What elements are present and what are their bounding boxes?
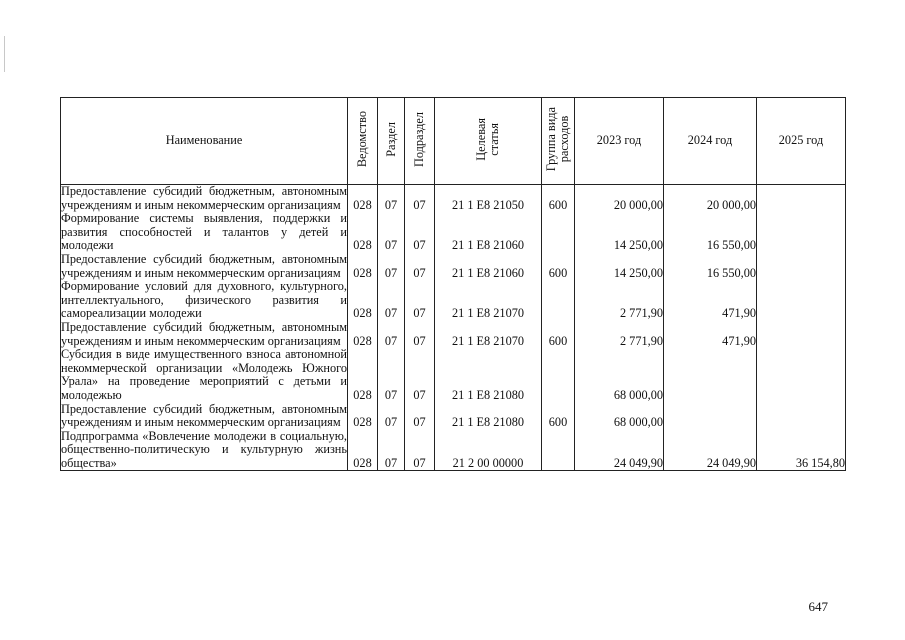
row-name: Предоставление субсидий бюджетным, автономным учреждениям и иным некоммерческим организациям: [61, 251, 347, 280]
row-target-item: 21 1 E8 21070: [435, 321, 542, 348]
row-name: Формирование условий для духовного, культурного, интеллектуального, физического развития и самореализации молодежи: [61, 279, 347, 321]
row-name: Предоставление субсидий бюджетным, автономным учреждениям и иным некоммерческим организациям: [61, 319, 347, 348]
header-target-item-text: Целевая статья: [474, 117, 501, 161]
table-row: [61, 430, 846, 471]
row-amount-2025: [757, 212, 846, 253]
row-amount-2024: 20 000,00: [664, 185, 757, 213]
row-subsection: 07: [405, 280, 435, 321]
row-expense-group: 600: [542, 321, 575, 348]
row-agency: 028: [348, 430, 378, 471]
row-amount-2023: 14 250,00: [575, 253, 664, 280]
row-expense-group: 600: [542, 253, 575, 280]
row-agency: 028: [348, 403, 378, 430]
row-subsection: 07: [405, 253, 435, 280]
table-row: [61, 403, 846, 430]
row-amount-2024: 471,90: [664, 280, 757, 321]
header-section-text: Раздел: [383, 121, 398, 157]
row-agency: 028: [348, 253, 378, 280]
row-agency: 028: [348, 280, 378, 321]
row-amount-2023: 68 000,00: [575, 403, 664, 430]
row-subsection: 07: [405, 430, 435, 471]
row-amount-2023: 14 250,00: [575, 212, 664, 253]
header-section: [378, 98, 405, 185]
table-row: [61, 253, 846, 280]
row-section: 07: [378, 253, 405, 280]
row-expense-group: [542, 430, 575, 471]
row-amount-2024: 471,90: [664, 321, 757, 348]
header-2023: 2023 год: [575, 98, 664, 185]
header-agency-text: Ведомство: [355, 111, 369, 168]
row-name: Предоставление субсидий бюджетным, автономным учреждениям и иным некоммерческим организациям: [61, 184, 347, 212]
row-amount-2025: [757, 321, 846, 348]
row-amount-2023: 2 771,90: [575, 321, 664, 348]
row-name: Предоставление субсидий бюджетным, автономным учреждениям и иным некоммерческим организациям: [61, 401, 347, 430]
row-subsection: 07: [405, 321, 435, 348]
row-expense-group: 600: [542, 185, 575, 213]
row-section: 07: [378, 212, 405, 253]
row-name: Подпрограмма «Вовлечение молодежи в социальную, общественно-политическую и культурную жизнь общества»: [61, 428, 347, 470]
header-2025: 2025 год: [757, 98, 846, 185]
row-section: 07: [378, 403, 405, 430]
row-target-item: 21 1 E8 21060: [435, 253, 542, 280]
row-amount-2024: 16 550,00: [664, 253, 757, 280]
page-number: 647: [808, 599, 828, 614]
row-section: 07: [378, 430, 405, 471]
row-amount-2023: 24 049,90: [575, 430, 664, 471]
table-row: [61, 185, 846, 213]
row-amount-2024: 16 550,00: [664, 212, 757, 253]
header-expense-group-text: Группа вида расходов: [544, 107, 571, 172]
row-amount-2025: [757, 185, 846, 213]
row-amount-2025: [757, 403, 846, 430]
row-amount-2023: 2 771,90: [575, 280, 664, 321]
row-amount-2025: [757, 348, 846, 402]
header-expense-group: [542, 98, 575, 185]
table-row: [61, 321, 846, 348]
row-name: Субсидия в виде имущественного взноса автономной некоммерческой организации «Молодежь Южного Урала» на проведение мероприятий с детьми и молодежью: [61, 347, 347, 402]
row-target-item: 21 1 E8 21080: [435, 348, 542, 402]
header-target-item: [435, 98, 542, 185]
row-amount-2025: 36 154,80: [757, 430, 846, 471]
row-amount-2023: 20 000,00: [575, 185, 664, 213]
row-target-item: 21 1 E8 21070: [435, 280, 542, 321]
header-agency: [348, 98, 378, 185]
row-amount-2024: [664, 348, 757, 402]
row-subsection: 07: [405, 185, 435, 213]
row-target-item: 21 2 00 00000: [435, 430, 542, 471]
row-subsection: 07: [405, 212, 435, 253]
row-target-item: 21 1 E8 21080: [435, 403, 542, 430]
row-section: 07: [378, 280, 405, 321]
budget-table: [60, 97, 846, 471]
row-agency: 028: [348, 321, 378, 348]
row-expense-group: 600: [542, 403, 575, 430]
row-subsection: 07: [405, 348, 435, 402]
header-row: [61, 98, 846, 185]
row-name: Формирование системы выявления, поддержки и развития способностей и талантов у детей и молодежи: [61, 211, 347, 253]
header-2024: 2024 год: [664, 98, 757, 185]
table-row: [61, 348, 846, 402]
table-row: [61, 212, 846, 253]
row-section: 07: [378, 348, 405, 402]
row-agency: 028: [348, 348, 378, 402]
header-subsection: [405, 98, 435, 185]
row-target-item: 21 1 E8 21050: [435, 185, 542, 213]
row-agency: 028: [348, 212, 378, 253]
row-expense-group: [542, 348, 575, 402]
row-section: 07: [378, 185, 405, 213]
row-section: 07: [378, 321, 405, 348]
row-amount-2023: 68 000,00: [575, 348, 664, 402]
row-amount-2025: [757, 280, 846, 321]
row-subsection: 07: [405, 403, 435, 430]
row-amount-2025: [757, 253, 846, 280]
row-agency: 028: [348, 185, 378, 213]
header-subsection-text: Подраздел: [412, 111, 426, 167]
row-amount-2024: [664, 403, 757, 430]
row-target-item: 21 1 E8 21060: [435, 212, 542, 253]
page-edge-mark: [4, 36, 5, 72]
row-expense-group: [542, 280, 575, 321]
row-amount-2024: 24 049,90: [664, 430, 757, 471]
row-expense-group: [542, 212, 575, 253]
header-name: Наименование: [61, 98, 348, 185]
table-row: [61, 280, 846, 321]
